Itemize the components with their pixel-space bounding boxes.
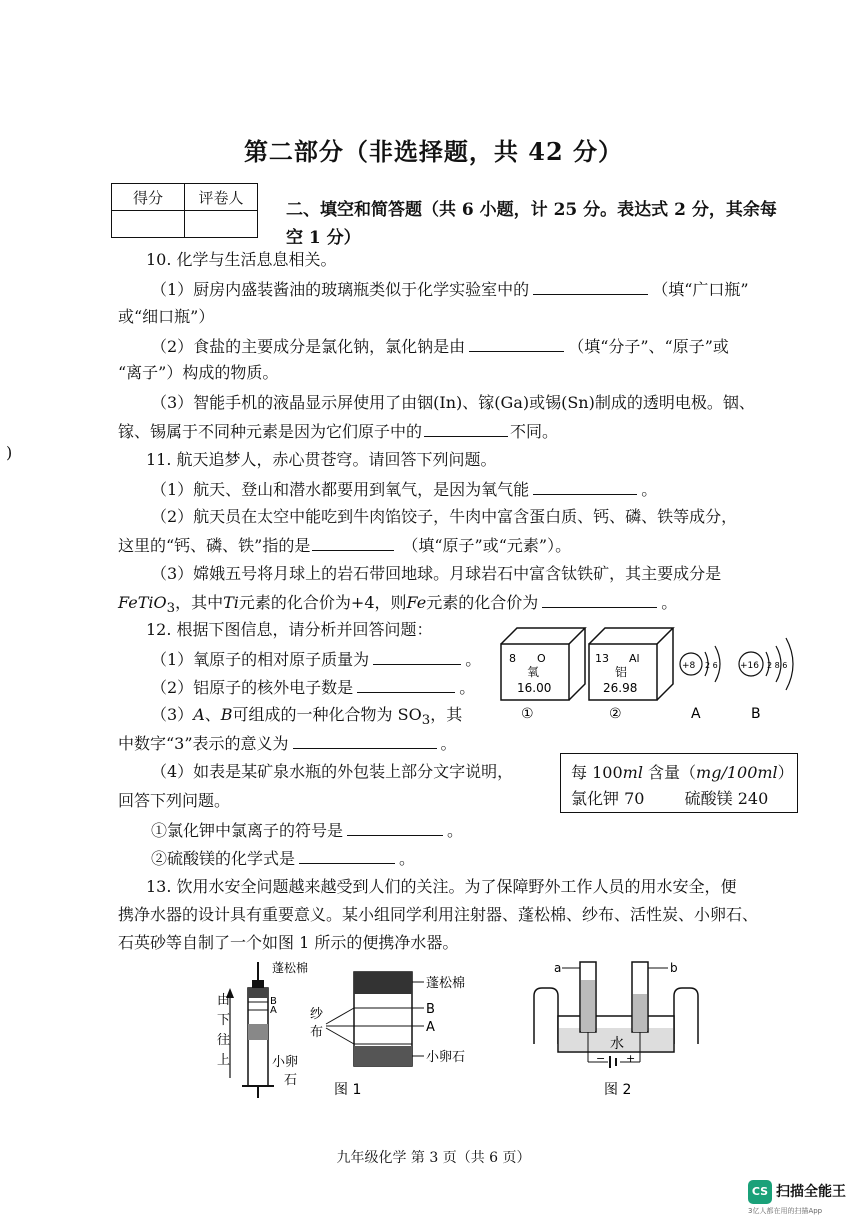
fig1-b-right: B bbox=[426, 1002, 435, 1017]
page-footer: 九年级化学 第 3 页（共 6 页） bbox=[336, 1150, 531, 1166]
score-table bbox=[111, 183, 258, 238]
symbol-fe: Fe bbox=[406, 593, 427, 612]
q11-p1-text: （1）航天、登山和潜水都要用到氧气，是因为氧气能 bbox=[151, 480, 530, 499]
q12-p4-cont: 回答下列问题。 bbox=[118, 791, 231, 810]
oxygen-symbol: O bbox=[537, 652, 546, 665]
q12-stem: 12. 根据下图信息，请分析并回答问题： bbox=[146, 620, 433, 639]
q12-p2 bbox=[151, 676, 475, 699]
q11-p2-blank bbox=[312, 534, 394, 551]
q12-p1-blank bbox=[373, 648, 461, 665]
q11-text-2: 元素的化合价为+4，则 bbox=[238, 593, 407, 612]
caption-2: ② bbox=[609, 706, 622, 722]
label-unit-ml: ml bbox=[622, 763, 643, 782]
q11-p2-cont bbox=[118, 534, 571, 557]
q10-p3-cont bbox=[118, 420, 558, 443]
atom-b-shells: 2 8 6 bbox=[767, 661, 788, 670]
q11-p3-cont bbox=[118, 591, 677, 620]
label-text-c: ） bbox=[777, 763, 794, 782]
fig2-b-label: b bbox=[670, 961, 678, 975]
q12-p1-text: （1）氧原子的相对原子质量为 bbox=[151, 650, 370, 669]
q12-s2-end: 。 bbox=[399, 849, 416, 868]
q10-p3: （3）智能手机的液晶显示屏使用了由铟(In)、镓(Ga)或锡(Sn)制成的透明电极。铟、 bbox=[151, 393, 755, 412]
q12-p2-blank bbox=[357, 676, 455, 693]
fig1-cotton-label: 蓬松棉 bbox=[272, 961, 309, 975]
fig1-flow-4: 上 bbox=[217, 1053, 231, 1068]
q12-p3 bbox=[151, 704, 462, 732]
fig1-cotton-right: 蓬松棉 bbox=[426, 976, 466, 991]
q11-p1 bbox=[151, 478, 657, 501]
q12-s1-end: 。 bbox=[447, 821, 464, 840]
section-heading-line1: 二、填空和简答题（共 6 小题，计 25 分。表达式 2 分，其余每 bbox=[286, 200, 777, 220]
q12-p3-a: A bbox=[193, 705, 205, 724]
q11-p1-end: 。 bbox=[641, 480, 658, 499]
atom-b-core: +16 bbox=[740, 661, 759, 671]
q12-p3-text-2: 、 bbox=[204, 705, 221, 724]
q10-stem: 10. 化学与生活息息相关。 bbox=[146, 250, 337, 269]
q12-s2-text: ②硫酸镁的化学式是 bbox=[151, 849, 296, 868]
fig1-b-label: B bbox=[270, 996, 277, 1007]
scanner-tagline: 3亿人都在用的扫描App bbox=[748, 1207, 823, 1215]
q13-line1: 13. 饮用水安全问题越来越受到人们的关注。为了保障野外工作人员的用水安全，便 bbox=[146, 877, 737, 896]
q12-p3-b: B bbox=[220, 705, 233, 724]
q12-p1-end: 。 bbox=[465, 650, 482, 669]
aluminum-cube bbox=[589, 628, 673, 700]
scanner-watermark bbox=[748, 1178, 852, 1218]
q10-p1-hint: （填“广口瓶” bbox=[652, 280, 749, 299]
q13-line3: 石英砂等自制了一个如图 1 所示的便携净水器。 bbox=[118, 933, 459, 952]
atom-figure bbox=[495, 622, 805, 722]
scanner-name: 扫描全能王 bbox=[776, 1184, 846, 1200]
atom-a-label: A bbox=[691, 706, 701, 722]
q10-p1-text: （1）厨房内盛装酱油的玻璃瓶类似于化学实验室中的 bbox=[151, 280, 530, 299]
scanner-logo-icon: CS bbox=[748, 1180, 772, 1204]
q10-p2-blank bbox=[469, 335, 564, 352]
q12-s2 bbox=[151, 847, 415, 870]
q11-p3-end: 。 bbox=[661, 593, 678, 612]
atom-a-diagram bbox=[680, 646, 720, 722]
margin-mark: ) bbox=[6, 443, 13, 462]
q12-p3-text-3: 可组成的一种化合物为 SO bbox=[232, 705, 422, 724]
fig2-caption: 图 2 bbox=[604, 1082, 632, 1098]
grader-cell bbox=[185, 211, 258, 238]
atom-a-shells: 2 6 bbox=[705, 661, 718, 670]
q12-s1 bbox=[151, 819, 463, 842]
fig1-flow-1: 由 bbox=[217, 993, 231, 1008]
q10-p3-end: 不同。 bbox=[510, 422, 559, 441]
section-heading-line2: 空 1 分） bbox=[286, 228, 361, 248]
fig1-gauze-1: 纱 bbox=[310, 1007, 324, 1022]
q12-p3-cont-text: 中数字“3”表示的意义为 bbox=[118, 734, 289, 753]
label-mgso4: 硫酸镁 240 bbox=[684, 789, 769, 808]
section-heading bbox=[286, 196, 806, 252]
atom-a-core: +8 bbox=[682, 661, 696, 671]
q11-stem: 11. 航天追梦人，赤心贯苍穹。请回答下列问题。 bbox=[146, 450, 497, 469]
q11-p3: （3）嫦娥五号将月球上的岩石带回地球。月球岩石中富含钛铁矿，其主要成分是 bbox=[151, 564, 722, 583]
q12-p3-sub: 3 bbox=[421, 713, 431, 729]
q11-p1-blank bbox=[533, 478, 637, 495]
q10-p2-cont: “离子”）构成的物质。 bbox=[118, 363, 279, 382]
q10-p3-text: 镓、锡属于不同种元素是因为它们原子中的 bbox=[118, 422, 423, 441]
oxygen-cube bbox=[501, 628, 585, 700]
caption-1: ① bbox=[521, 706, 534, 722]
q10-p1 bbox=[151, 278, 749, 301]
atom-b-diagram bbox=[739, 638, 793, 722]
figure-2-electrolysis bbox=[528, 958, 708, 1104]
label-line2 bbox=[571, 786, 768, 809]
label-kcl: 氯化钾 70 bbox=[571, 789, 645, 808]
label-unit: mg/100ml bbox=[696, 763, 778, 782]
q11-p3-blank bbox=[542, 591, 657, 608]
q11-text-1: ，其中 bbox=[175, 593, 224, 612]
fig2-plus: + bbox=[626, 1052, 636, 1065]
fig1-pebble-2: 石 bbox=[284, 1073, 298, 1088]
aluminum-name: 铝 bbox=[615, 665, 628, 679]
q10-p1-blank bbox=[533, 278, 648, 295]
symbol-ti: Ti bbox=[223, 593, 239, 612]
q10-p2-text: （2）食盐的主要成分是氯化钠，氯化钠是由 bbox=[151, 337, 466, 356]
q11-p2-text: 这里的“钙、磷、铁”指的是 bbox=[118, 536, 311, 555]
figure-1-water-filter bbox=[214, 958, 504, 1104]
q12-s1-text: ①氯化钾中氯离子的符号是 bbox=[151, 821, 344, 840]
fig2-minus: − bbox=[596, 1052, 606, 1065]
q12-p3-text-1: （3） bbox=[151, 705, 194, 724]
page-title: 第二部分（非选择题，共 42 分） bbox=[243, 137, 624, 166]
fig1-a-right: A bbox=[426, 1020, 435, 1035]
q12-s1-blank bbox=[347, 819, 443, 836]
oxygen-number: 8 bbox=[509, 652, 516, 665]
q12-p3-blank bbox=[293, 732, 437, 749]
fig1-pebble-right: 小卵石 bbox=[426, 1050, 466, 1065]
q11-p2-hint: （填“原子”或“元素”）。 bbox=[402, 536, 572, 555]
q10-p2 bbox=[151, 335, 729, 358]
q10-p1-cont: 或“细口瓶”） bbox=[118, 307, 215, 326]
score-header: 得分 bbox=[112, 184, 185, 211]
label-line1 bbox=[571, 760, 794, 783]
q12-p4: （4）如表是某矿泉水瓶的外包装上部分文字说明， bbox=[151, 762, 514, 781]
fig1-caption: 图 1 bbox=[334, 1082, 362, 1098]
formula-fetio: FeTiO bbox=[118, 593, 167, 612]
fig1-pebble-1: 小卵 bbox=[272, 1055, 299, 1070]
q12-p3-cont bbox=[118, 732, 457, 755]
fig1-flow-3: 往 bbox=[217, 1033, 231, 1048]
q13-line2: 携净水器的设计具有重要意义。某小组同学利用注射器、蓬松棉、纱布、活性炭、小卵石、 bbox=[118, 905, 759, 924]
atom-b-label: B bbox=[751, 706, 761, 722]
fig1-a-label: A bbox=[270, 1005, 277, 1016]
aluminum-number: 13 bbox=[595, 652, 609, 665]
q12-p3-text-4: ，其 bbox=[430, 705, 463, 724]
aluminum-mass: 26.98 bbox=[603, 681, 638, 695]
oxygen-mass: 16.00 bbox=[517, 681, 552, 695]
formula-sub: 3 bbox=[166, 601, 176, 617]
q12-p2-end: 。 bbox=[459, 678, 476, 697]
fig2-a-label: a bbox=[554, 961, 562, 975]
q12-p1 bbox=[151, 648, 481, 671]
q12-p3-cont-end: 。 bbox=[440, 734, 457, 753]
q11-p2: （2）航天员在太空中能吃到牛肉馅饺子，牛肉中富含蛋白质、钙、磷、铁等成分， bbox=[151, 507, 738, 526]
aluminum-symbol: Al bbox=[629, 652, 640, 665]
q10-p3-blank bbox=[424, 420, 508, 437]
label-text-b: 含量（ bbox=[642, 763, 697, 782]
label-text-a: 每 100 bbox=[571, 763, 623, 782]
q12-p2-text: （2）铝原子的核外电子数是 bbox=[151, 678, 354, 697]
fig2-water-label: 水 bbox=[610, 1036, 624, 1052]
q12-s2-blank bbox=[299, 847, 395, 864]
oxygen-name: 氧 bbox=[527, 665, 540, 679]
score-cell bbox=[112, 211, 185, 238]
grader-header: 评卷人 bbox=[185, 184, 258, 211]
fig1-gauze-2: 布 bbox=[310, 1025, 324, 1040]
mineral-water-label bbox=[560, 753, 798, 813]
q10-p2-hint: （填“分子”、“原子”或 bbox=[568, 337, 729, 356]
fig1-flow-2: 下 bbox=[217, 1013, 231, 1028]
q11-text-3: 元素的化合价为 bbox=[426, 593, 539, 612]
